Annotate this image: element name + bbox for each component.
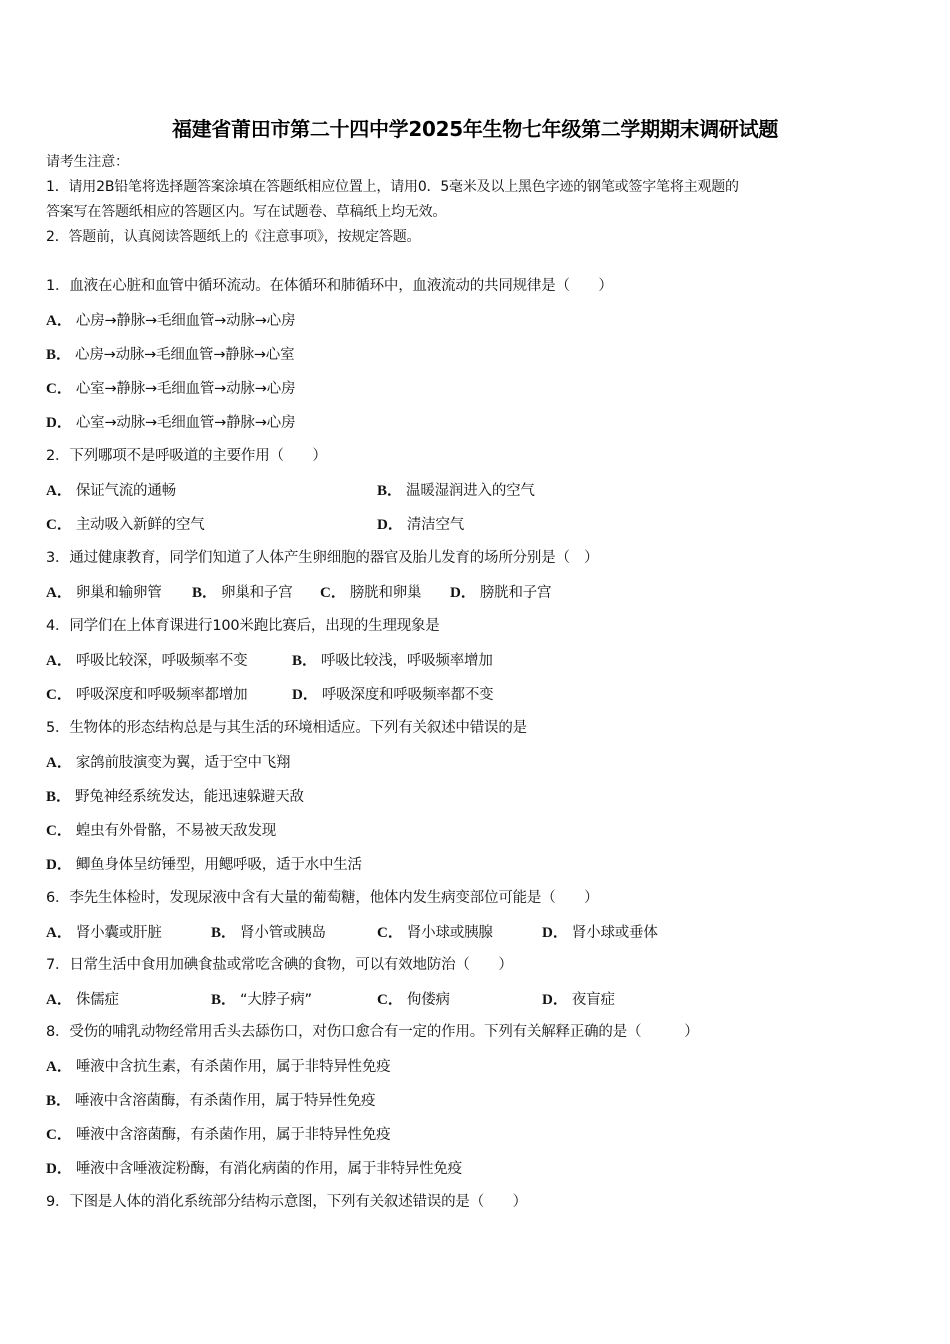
- question-7-option-d: [542, 989, 615, 1010]
- question-5-stem: 5．生物体的形态结构总是与其生活的环境相适应。下列有关叙述中错误的是: [46, 720, 527, 736]
- option-letter: A．: [46, 925, 72, 941]
- option-letter: D．: [542, 992, 568, 1008]
- option-text: 心房→静脉→毛细血管→动脉→心房: [75, 313, 296, 329]
- question-7-option-a: [46, 989, 119, 1010]
- option-letter: C．: [46, 1127, 72, 1143]
- notice-heading: 请考生注意：: [46, 154, 129, 170]
- question-2-option-d: [377, 514, 464, 535]
- question-5-option-a: [46, 752, 290, 773]
- option-letter: B．: [292, 653, 318, 669]
- option-text: 鲫鱼身体呈纺锤型，用鳃呼吸，适于水中生活: [75, 857, 362, 873]
- question-7-stem: 7．日常生活中食用加碘食盐或常吃含碘的食物，可以有效地防治（ ）: [46, 957, 513, 973]
- option-text: 肾小球或垂体: [571, 925, 658, 941]
- option-letter: D．: [450, 585, 476, 601]
- question-2-option-b: [377, 480, 535, 501]
- question-3-option-c: [320, 582, 421, 603]
- option-letter: C．: [46, 517, 72, 533]
- option-letter: C．: [377, 925, 403, 941]
- option-text: 清洁空气: [406, 517, 465, 533]
- question-6-option-b: [211, 922, 326, 943]
- question-2-option-a: [46, 480, 176, 501]
- option-text: 野兔神经系统发达，能迅速躲避天敌: [75, 789, 304, 805]
- question-4-option-c: [46, 684, 247, 705]
- option-letter: C．: [46, 381, 72, 397]
- question-6-option-c: [377, 922, 493, 943]
- option-text: 呼吸深度和呼吸频率都增加: [75, 687, 248, 703]
- option-text: 保证气流的通畅: [75, 483, 176, 499]
- option-text: 蝗虫有外骨骼，不易被天敌发现: [75, 823, 277, 839]
- exam-title: 福建省莆田市第二十四中学2025年生物七年级第二学期期末调研试题: [171, 117, 779, 141]
- question-4-option-a: [46, 650, 247, 671]
- question-2-stem: 2．下列哪项不是呼吸道的主要作用（ ）: [46, 448, 327, 464]
- question-1-option-a: [46, 310, 295, 331]
- option-letter: B．: [211, 992, 237, 1008]
- notice-item-1-line-1: 1．请用2B铅笔将选择题答案涂填在答题纸相应位置上，请用0．5毫米及以上黑色字迹的钢笔或签字笔将主观题的: [46, 179, 739, 195]
- option-letter: B．: [46, 347, 72, 363]
- question-5-option-d: [46, 854, 362, 875]
- option-letter: C．: [46, 687, 72, 703]
- option-text: 肾小球或胰腺: [406, 925, 493, 941]
- option-text: 肾小囊或肝脏: [75, 925, 162, 941]
- question-4-option-b: [292, 650, 493, 671]
- option-letter: A．: [46, 653, 72, 669]
- notice-item-2: 2．答题前，认真阅读答题纸上的《注意事项》，按规定答题。: [46, 229, 421, 245]
- option-text: 唾液中含唾液淀粉酶，有消化病菌的作用，属于非特异性免疫: [75, 1161, 462, 1177]
- option-letter: B．: [46, 789, 72, 805]
- option-letter: A．: [46, 755, 72, 771]
- question-7-option-c: [377, 989, 450, 1010]
- option-text: 卵巢和子宫: [221, 585, 293, 601]
- option-text: 心室→静脉→毛细血管→动脉→心房: [75, 381, 296, 397]
- option-letter: A．: [46, 483, 72, 499]
- question-8-stem: 8．受伤的哺乳动物经常用舌头去舔伤口，对伤口愈合有一定的作用。下列有关解释正确的是（ ）: [46, 1024, 699, 1040]
- option-letter: D．: [542, 925, 568, 941]
- option-text: 心房→动脉→毛细血管→静脉→心室: [75, 347, 295, 363]
- option-text: 呼吸比较浅，呼吸频率增加: [321, 653, 493, 669]
- option-letter: B．: [192, 585, 218, 601]
- question-8-option-b: [46, 1090, 375, 1111]
- question-5-option-b: [46, 786, 304, 807]
- option-text: 膀胱和子宫: [479, 585, 552, 601]
- question-6-stem: 6．李先生体检时，发现尿液中含有大量的葡萄糖，他体内发生病变部位可能是（ ）: [46, 890, 599, 906]
- question-1-stem: 1．血液在心脏和血管中循环流动。在体循环和肺循环中，血液流动的共同规律是（ ）: [46, 278, 613, 294]
- question-1-option-d: [46, 412, 295, 433]
- option-letter: B．: [377, 483, 403, 499]
- option-letter: A．: [46, 1059, 72, 1075]
- option-text: 心室→动脉→毛细血管→静脉→心房: [75, 415, 296, 431]
- option-letter: C．: [46, 823, 72, 839]
- option-letter: C．: [377, 992, 403, 1008]
- option-text: 家鸽前肢演变为翼，适于空中飞翔: [75, 755, 291, 771]
- option-letter: D．: [46, 415, 72, 431]
- option-text: 膀胱和卵巢: [349, 585, 422, 601]
- question-6-option-a: [46, 922, 162, 943]
- option-letter: B．: [211, 925, 237, 941]
- question-4-stem: 4．同学们在上体育课进行100米跑比赛后，出现的生理现象是: [46, 618, 440, 634]
- question-7-option-b: [211, 989, 312, 1010]
- option-text: 呼吸深度和呼吸频率都不变: [321, 687, 494, 703]
- question-9-stem: 9．下图是人体的消化系统部分结构示意图，下列有关叙述错误的是（ ）: [46, 1194, 527, 1210]
- question-3-stem: 3．通过健康教育，同学们知道了人体产生卵细胞的器官及胎儿发育的场所分别是（ ）: [46, 550, 599, 566]
- option-letter: D．: [46, 857, 72, 873]
- option-text: 唾液中含溶菌酶，有杀菌作用，属于非特异性免疫: [75, 1127, 391, 1143]
- question-3-option-d: [450, 582, 551, 603]
- question-1-option-c: [46, 378, 295, 399]
- option-letter: A．: [46, 313, 72, 329]
- question-5-option-c: [46, 820, 276, 841]
- option-text: 夜盲症: [571, 992, 615, 1008]
- option-text: 温暖湿润进入的空气: [406, 483, 535, 499]
- question-8-option-a: [46, 1056, 390, 1077]
- option-letter: A．: [46, 992, 72, 1008]
- option-letter: B．: [46, 1093, 72, 1109]
- question-8-option-d: [46, 1158, 462, 1179]
- question-8-option-c: [46, 1124, 390, 1145]
- option-text: 侏儒症: [75, 992, 119, 1008]
- option-text: 主动吸入新鲜的空气: [75, 517, 205, 533]
- option-letter: D．: [377, 517, 403, 533]
- question-6-option-d: [542, 922, 658, 943]
- question-4-option-d: [292, 684, 493, 705]
- question-3-option-b: [192, 582, 293, 603]
- option-letter: C．: [320, 585, 346, 601]
- option-text: “大脖子病”: [240, 992, 312, 1008]
- question-1-option-b: [46, 344, 294, 365]
- option-text: 呼吸比较深，呼吸频率不变: [75, 653, 248, 669]
- option-letter: D．: [292, 687, 318, 703]
- option-text: 唾液中含抗生素，有杀菌作用，属于非特异性免疫: [75, 1059, 391, 1075]
- notice-item-1-line-2: 答案写在答题纸相应的答题区内。写在试题卷、草稿纸上均无效。: [46, 204, 447, 220]
- question-3-option-a: [46, 582, 162, 603]
- option-text: 佝偻病: [406, 992, 450, 1008]
- option-text: 肾小管或胰岛: [240, 925, 326, 941]
- option-letter: D．: [46, 1161, 72, 1177]
- question-2-option-c: [46, 514, 205, 535]
- option-text: 唾液中含溶菌酶，有杀菌作用，属于特异性免疫: [75, 1093, 376, 1109]
- option-letter: A．: [46, 585, 72, 601]
- option-text: 卵巢和输卵管: [75, 585, 162, 601]
